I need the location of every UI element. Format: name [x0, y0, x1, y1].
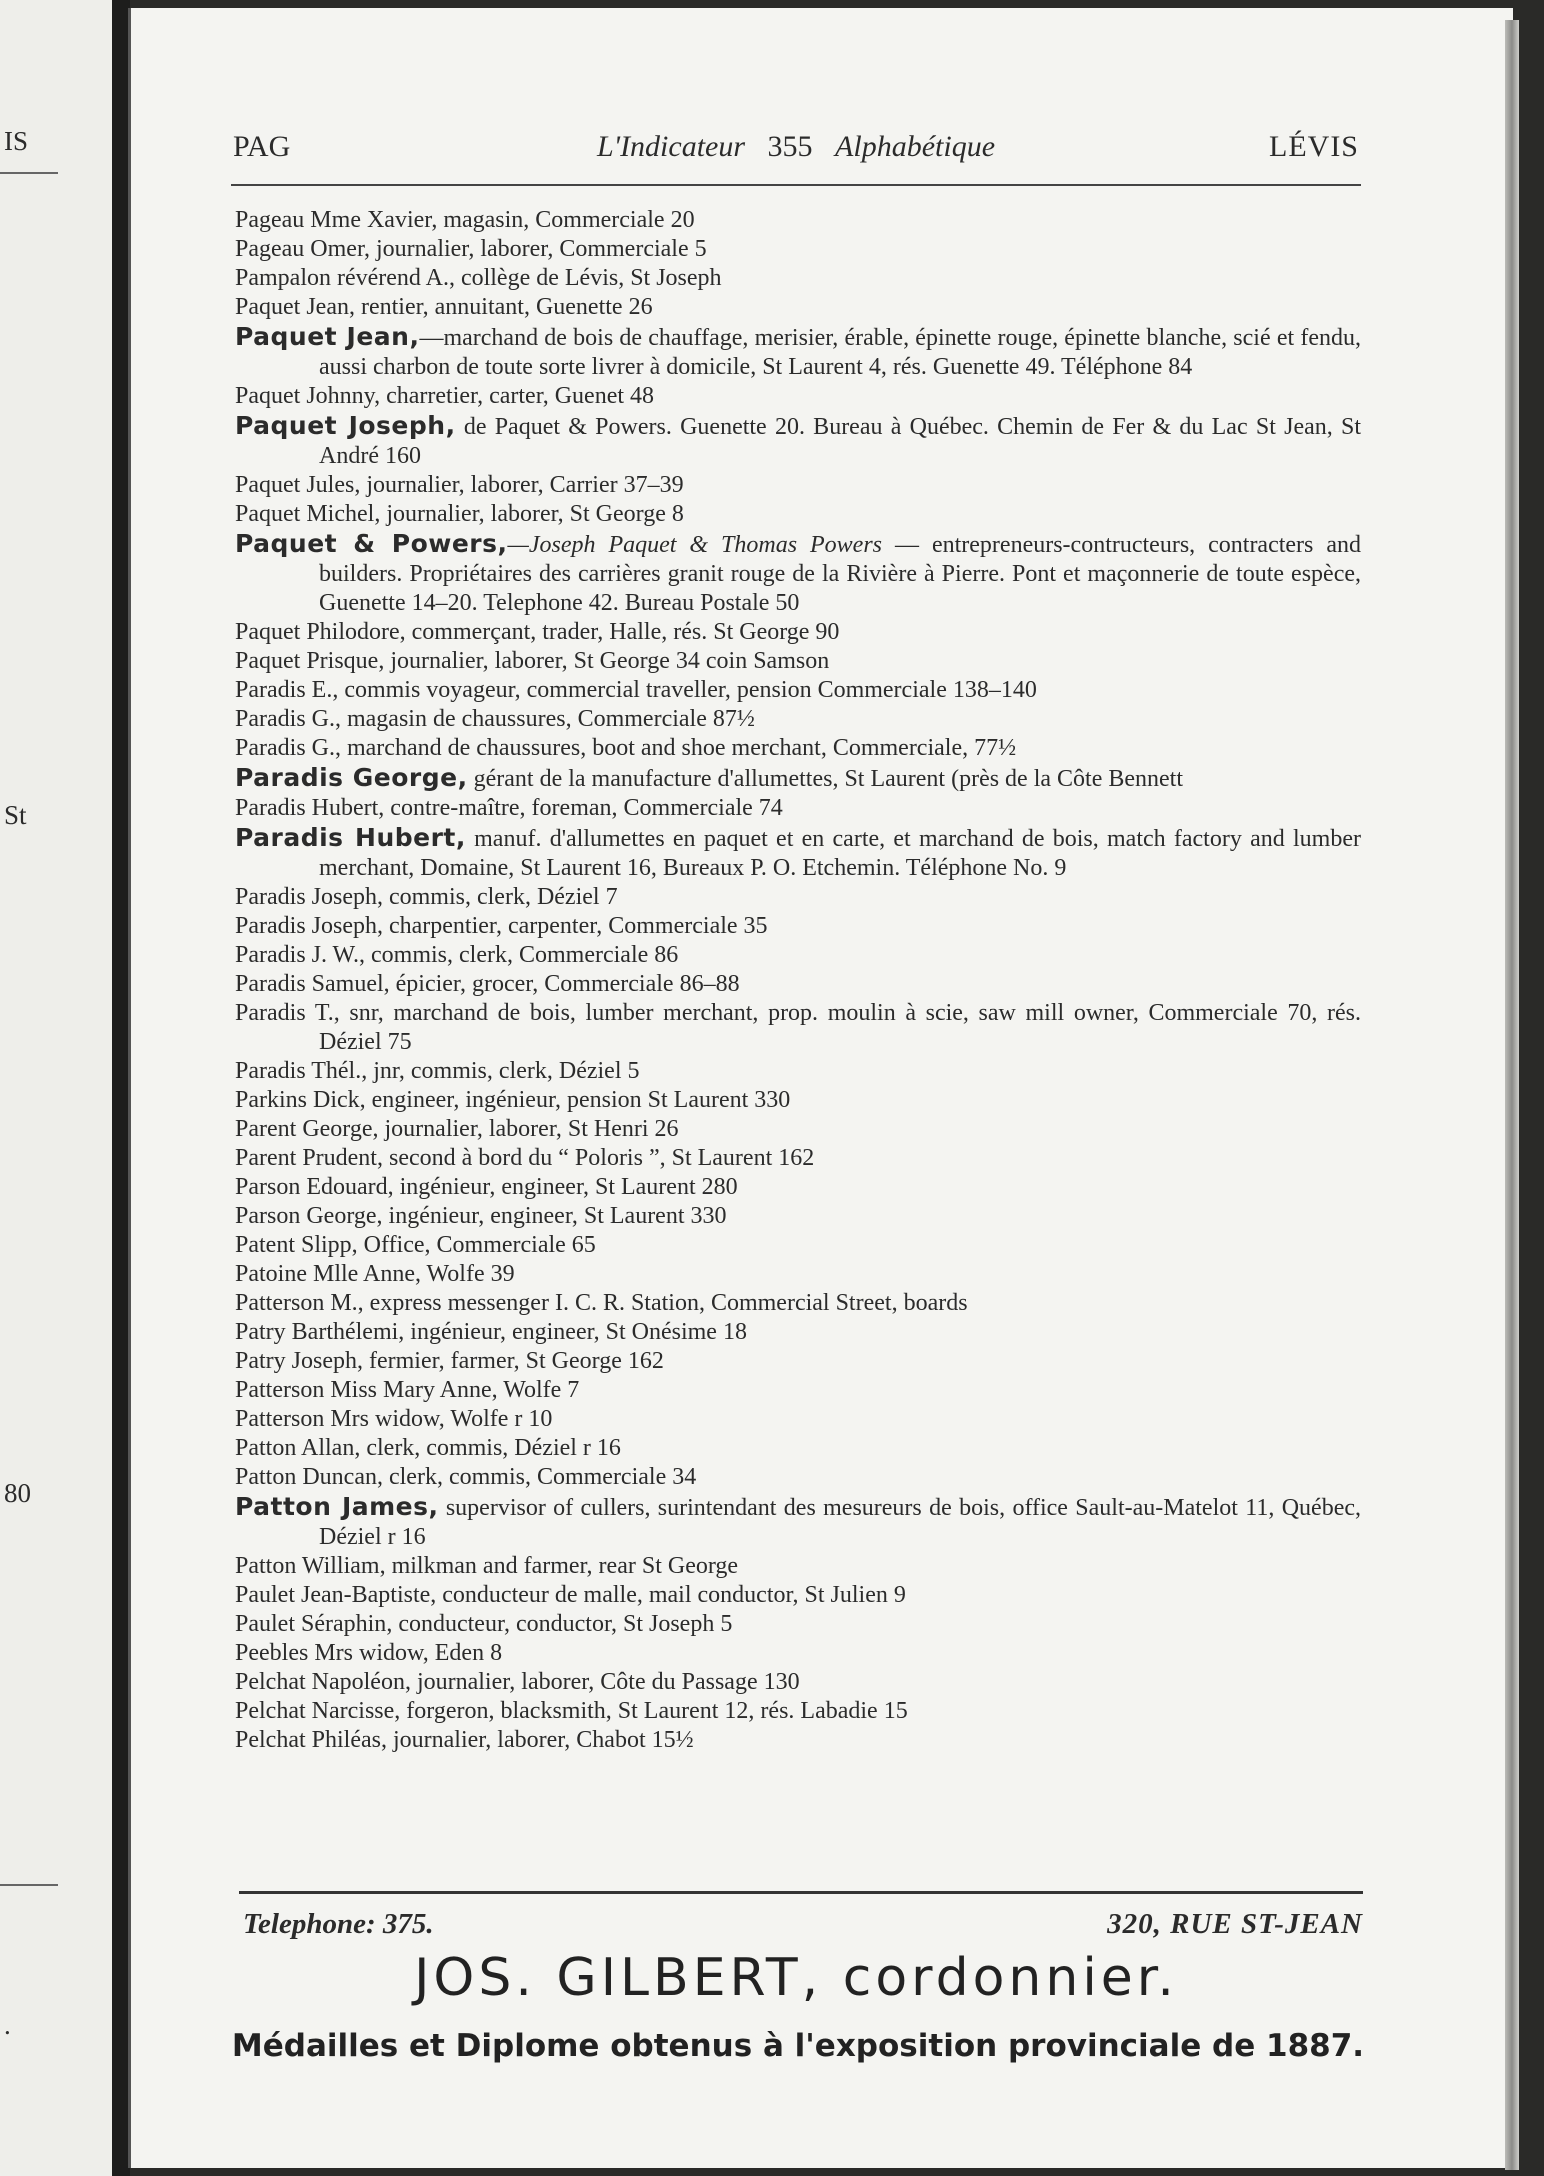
directory-entry — [235, 1610, 1361, 1639]
directory-entry — [235, 529, 1361, 618]
entry-name-bold: Paquet Jean, — [235, 322, 420, 351]
directory-entry — [235, 264, 1361, 293]
entry-details: , contre-maître, foreman, Commerciale 74 — [378, 795, 783, 821]
advertisement-medals: Médailles et Diplome obtenus à l'exposition provinciale de 1887. — [231, 2028, 1365, 2064]
directory-entry — [235, 618, 1361, 647]
entry-name: Patterson Miss Mary Anne — [235, 1377, 492, 1403]
directory-entry — [235, 941, 1361, 970]
entry-details: , fermier, farmer, St George 162 — [357, 1348, 664, 1374]
entry-name: Paradis Hubert — [235, 795, 379, 821]
header-city: LÉVIS — [1269, 130, 1359, 163]
entry-details: , jnr, commis, clerk, Déziel 5 — [361, 1058, 640, 1084]
directory-entry — [235, 1260, 1361, 1289]
entry-name: Patry Barthélemi — [235, 1319, 399, 1345]
entry-details: , Wolfe 39 — [414, 1261, 515, 1287]
entry-name: Paquet Johnny — [235, 383, 375, 409]
entry-details: , commis, clerk, Déziel 7 — [376, 884, 618, 910]
directory-entry — [235, 411, 1361, 471]
entry-name: Paradis G. — [235, 706, 335, 732]
entry-name: Pelchat Philéas — [235, 1727, 381, 1753]
directory-entry — [235, 1552, 1361, 1581]
directory-entry — [235, 883, 1361, 912]
directory-entry — [235, 676, 1361, 705]
facing-page-fragment: . — [4, 2010, 11, 2040]
entry-details: , Wolfe 7 — [491, 1377, 580, 1403]
entry-details: , milkman and farmer, rear St George — [379, 1553, 739, 1579]
advertisement-address: 320, RUE ST-JEAN — [1107, 1908, 1363, 1940]
entry-details: , forgeron, blacksmith, St Laurent 12, rés. Labadie 15 — [394, 1698, 908, 1724]
entry-name: Patton Allan — [235, 1435, 355, 1461]
entry-name-bold: Paradis George, — [235, 763, 468, 792]
entry-name: Patoine Mlle Anne — [235, 1261, 415, 1287]
directory-entry — [235, 500, 1361, 529]
entry-details: , ingénieur, engineer, St Onésime 18 — [398, 1319, 747, 1345]
entry-name: Paquet Prisque — [235, 648, 379, 674]
entry-name: Patry Joseph — [235, 1348, 357, 1374]
directory-entry — [235, 1726, 1361, 1755]
entry-details: , marchand de chaussures, boot and shoe merchant, Commerciale, 77½ — [334, 735, 1017, 761]
entry-details: , second à bord du “ Poloris ”, St Laurent 162 — [376, 1145, 815, 1171]
header-rule — [231, 184, 1361, 186]
entry-details: , journalier, laborer, St Henri 26 — [372, 1116, 679, 1142]
facing-page-rule — [0, 1884, 58, 1886]
directory-entry — [235, 734, 1361, 763]
running-header — [233, 130, 1359, 176]
entry-name: Paradis J. W. — [235, 942, 360, 968]
header-title — [233, 130, 1359, 164]
entry-name: Paradis Joseph — [235, 913, 377, 939]
directory-entry — [235, 1668, 1361, 1697]
entry-name: Pelchat Narcisse — [235, 1698, 395, 1724]
entry-name: Paquet Michel — [235, 501, 375, 527]
facing-page-fragment: IS — [4, 126, 29, 156]
entry-details: manuf. d'allumettes en paquet et en carte, et marchand de bois, match factory and lumber merchant, Domaine, St Laurent 16, Bureaux P. O. Etchemin. Téléphone No. 9 — [319, 826, 1361, 881]
entry-name: Pampalon révérend A. — [235, 265, 449, 291]
entry-name: Paulet Séraphin — [235, 1611, 387, 1637]
entry-details: , collège de Lévis, St Joseph — [448, 265, 722, 291]
entry-name: Paulet Jean-Baptiste — [235, 1582, 431, 1608]
directory-entry — [235, 1639, 1361, 1668]
entry-name-bold: Patton James, — [235, 1492, 439, 1521]
facing-page-fragment: 80 — [4, 1478, 31, 1508]
entry-name: Parent George — [235, 1116, 373, 1142]
directory-entry — [235, 1289, 1361, 1318]
directory-entry — [235, 1057, 1361, 1086]
entry-details: , journalier, laborer, Commerciale 5 — [364, 236, 707, 262]
directory-entry — [235, 1231, 1361, 1260]
directory-entry — [235, 1434, 1361, 1463]
entry-details: , ingénieur, engineer, St Laurent 330 — [376, 1203, 727, 1229]
entry-name-bold: Paquet Joseph, — [235, 411, 456, 440]
directory-entry — [235, 823, 1361, 883]
entry-name: Parent Prudent — [235, 1145, 377, 1171]
entry-details: — entrepreneurs-contructeurs, contracters and builders. Propriétaires des carrières granit rouge de la Rivière à Pierre. Pont et maçonnerie de toute espèce, Guenette 14–20. Telephone 42. Bureau Postale 50 — [319, 532, 1362, 616]
entry-name: Parson Edouard — [235, 1174, 388, 1200]
entry-name-bold: Paradis Hubert, — [235, 823, 466, 852]
directory-entry — [235, 1202, 1361, 1231]
directory-entry — [235, 1376, 1361, 1405]
entry-details: , magasin de chaussures, Commerciale 87½ — [334, 706, 755, 732]
entry-details: , journalier, laborer, St George 8 — [374, 501, 684, 527]
entry-details: de Paquet & Powers. Guenette 20. Bureau à Québec. Chemin de Fer & du Lac St Jean, St André 160 — [319, 414, 1362, 469]
directory-entry — [235, 1697, 1361, 1726]
entry-details: , rentier, annuitant, Guenette 26 — [348, 294, 653, 320]
directory-entry — [235, 763, 1361, 794]
directory-entry — [235, 1492, 1361, 1552]
entry-details: , clerk, commis, Commerciale 34 — [376, 1464, 697, 1490]
entry-name: Patent Slipp — [235, 1232, 352, 1258]
header-letters-left: PAG — [233, 130, 291, 163]
directory-entry — [235, 1173, 1361, 1202]
entry-details: , charretier, carter, Guenet 48 — [374, 383, 655, 409]
advertisement-telephone: Telephone: 375. — [243, 1908, 434, 1940]
entry-name: Paradis Thél. — [235, 1058, 362, 1084]
directory-entry — [235, 382, 1361, 411]
entry-details: , journalier, laborer, St George 34 coin Samson — [378, 648, 830, 674]
entry-name: Paquet Jean — [235, 294, 349, 320]
entry-details: , journalier, laborer, Côte du Passage 130 — [404, 1669, 800, 1695]
page-edge — [1505, 20, 1519, 2170]
entry-name: Pelchat Napoléon — [235, 1669, 405, 1695]
entry-italic-text: —Joseph Paquet & Thomas Powers — [507, 532, 883, 558]
directory-entry — [235, 1347, 1361, 1376]
directory-entry — [235, 1405, 1361, 1434]
directory-entry — [235, 1318, 1361, 1347]
entry-name-bold: Paquet & Powers, — [235, 529, 508, 558]
directory-entry — [235, 322, 1361, 382]
page-number: 355 — [767, 130, 813, 163]
entry-details: , commis voyageur, commercial traveller, pension Commerciale 138–140 — [332, 677, 1037, 703]
entry-details: , Wolfe r 10 — [438, 1406, 553, 1432]
directory-entry — [235, 1086, 1361, 1115]
entry-details: supervisor of cullers, surintendant des mesureurs de bois, office Sault-au-Matelot 11, Québec, Déziel r 16 — [319, 1495, 1362, 1550]
entry-name: Paradis T. — [235, 1000, 334, 1026]
entry-name: Parson George — [235, 1203, 377, 1229]
directory-entry — [235, 471, 1361, 500]
entry-name: Paquet Philodore — [235, 619, 400, 645]
directory-entry — [235, 912, 1361, 941]
directory-entry — [235, 999, 1361, 1057]
header-title-part-1: L'Indicateur — [596, 130, 746, 163]
entry-name: Peebles Mrs widow — [235, 1640, 423, 1666]
entry-name: Patton William — [235, 1553, 380, 1579]
directory-entry — [235, 970, 1361, 999]
entry-details: , Office, Commerciale 65 — [351, 1232, 596, 1258]
directory-entry — [235, 1463, 1361, 1492]
entry-name: Paradis Joseph — [235, 884, 377, 910]
entry-details: , charpentier, carpenter, Commerciale 35 — [376, 913, 768, 939]
facing-page-rule — [0, 172, 58, 174]
entry-details: —marchand de bois de chauffage, merisier, érable, épinette rouge, épinette blanche, scié et fendu, aussi charbon de toute sorte livrer à domicile, St Laurent 4, rés. Guenette 49. Téléphone 84 — [319, 325, 1362, 380]
directory-entry — [235, 1581, 1361, 1610]
entry-details: gérant de la manufacture d'allumettes, St Laurent (près de la Côte Bennett — [467, 766, 1184, 792]
entry-details: , clerk, commis, Déziel r 16 — [354, 1435, 621, 1461]
directory-entry — [235, 705, 1361, 734]
entry-name: Parkins Dick — [235, 1087, 360, 1113]
directory-entry — [235, 1144, 1361, 1173]
entry-details: , snr, marchand de bois, lumber merchant, prop. moulin à scie, saw mill owner, Commerciale 70, rés. Déziel 75 — [319, 1000, 1361, 1055]
entry-details: , engineer, ingénieur, pension St Laurent 330 — [359, 1087, 791, 1113]
directory-page — [128, 8, 1513, 2168]
facing-page — [0, 0, 118, 2176]
directory-entry — [235, 206, 1361, 235]
entry-name: Paradis G. — [235, 735, 335, 761]
entry-details: , magasin, Commerciale 20 — [431, 207, 695, 233]
directory-entries — [235, 206, 1361, 1755]
entry-name: Paradis Samuel — [235, 971, 384, 997]
entry-details: , Eden 8 — [422, 1640, 503, 1666]
entry-name: Pageau Mme Xavier — [235, 207, 432, 233]
header-title-part-2: Alphabétique — [835, 130, 996, 163]
entry-name: Paradis E. — [235, 677, 333, 703]
entry-name: Patterson Mrs widow — [235, 1406, 439, 1432]
advertisement-contact — [243, 1908, 1363, 1944]
directory-entry — [235, 293, 1361, 322]
entry-details: , commerçant, trader, Halle, rés. St George 90 — [399, 619, 840, 645]
footer-rule — [239, 1891, 1363, 1894]
entry-details: , conducteur, conductor, St Joseph 5 — [386, 1611, 733, 1637]
entry-name: Paquet Jules — [235, 472, 355, 498]
entry-details: , ingénieur, engineer, St Laurent 280 — [387, 1174, 738, 1200]
facing-page-fragment: St — [4, 800, 27, 830]
advertisement-business-name: JOS. GILBERT, cordonnier. — [414, 1948, 1178, 2008]
entry-name: Patton Duncan — [235, 1464, 377, 1490]
entry-name: Patterson M. — [235, 1290, 358, 1316]
entry-details: , commis, clerk, Commerciale 86 — [359, 942, 679, 968]
entry-details: , journalier, laborer, Chabot 15½ — [380, 1727, 694, 1753]
directory-entry — [235, 1115, 1361, 1144]
directory-entry — [235, 794, 1361, 823]
entry-details: , conducteur de malle, mail conductor, St Julien 9 — [430, 1582, 906, 1608]
entry-details: , journalier, laborer, Carrier 37–39 — [354, 472, 684, 498]
entry-details: , épicier, grocer, Commerciale 86–88 — [383, 971, 740, 997]
directory-entry — [235, 647, 1361, 676]
directory-entry — [235, 235, 1361, 264]
entry-details: , express messenger I. C. R. Station, Commercial Street, boards — [357, 1290, 968, 1316]
entry-name: Pageau Omer — [235, 236, 364, 262]
